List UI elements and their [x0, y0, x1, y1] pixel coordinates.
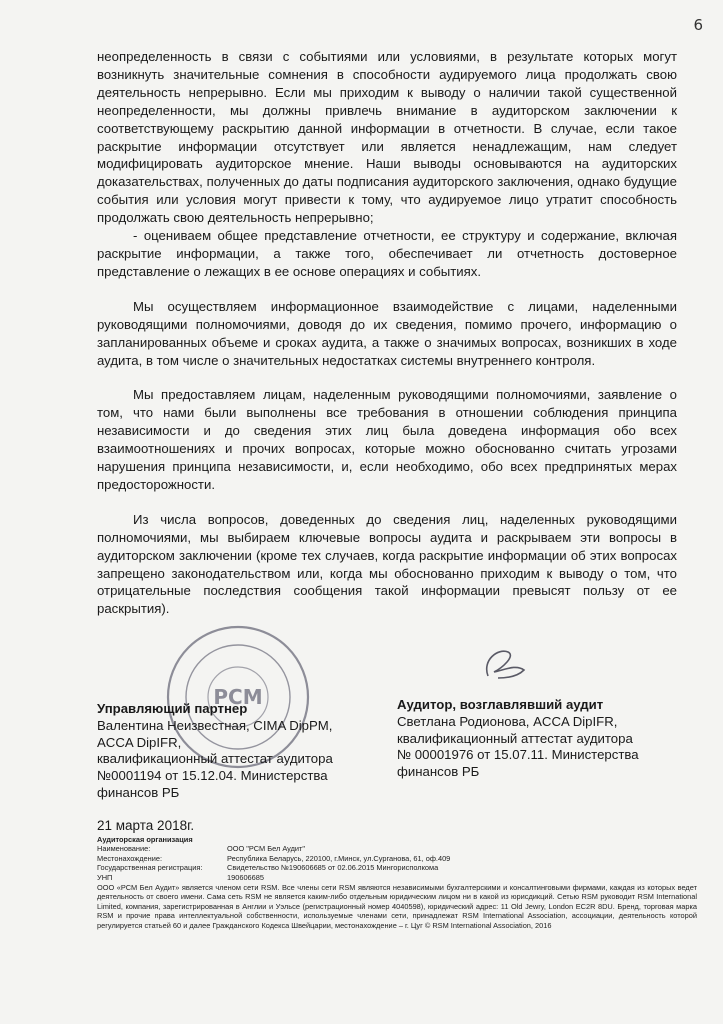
- organization-label: УНП: [97, 872, 113, 882]
- signature-lead-auditor: [397, 697, 677, 781]
- organization-row: [97, 844, 697, 853]
- signature-title: Управляющий партнер: [97, 701, 248, 716]
- signature-line: Валентина Неизвестная, CIMA DipPM,: [97, 717, 333, 733]
- organization-label: Наименование:: [97, 844, 151, 854]
- organization-heading: Аудиторская организация: [97, 835, 193, 844]
- signature-line: квалификационный аттестат аудитора: [397, 730, 633, 746]
- auditor-signature: [468, 638, 538, 688]
- organization-row: [97, 863, 697, 872]
- signature-line: ACCA DipIFR,: [97, 734, 182, 750]
- signature-line: финансов РБ: [397, 764, 480, 780]
- body-text: [97, 48, 677, 618]
- signature-line: №0001194 от 15.12.04. Министерства: [97, 768, 328, 784]
- signature-line: квалификационный аттестат аудитора: [97, 751, 333, 767]
- report-date: 21 марта 2018г.: [97, 818, 195, 833]
- organization-label: Государственная регистрация:: [97, 863, 203, 873]
- signature-line: финансов РБ: [97, 784, 180, 800]
- paragraph-key-audit-matters: Из числа вопросов, доведенных до сведения лиц, наделенных руководящими полномочиями, мы выбираем ключевые вопросы аудита и раскрываем эти вопросы в аудиторском заключении (кроме тех случаев, когда раскрытие информации об этих вопросах запрещено законодательством или, когда мы обоснованно приходим к выводу о том, что отрицательные последствия сообщения такой информации превысят пользу от ее раскрытия).: [97, 511, 677, 617]
- paragraph-communication: Мы осуществляем информационное взаимодействие с лицами, наделенными руководящими полномочиями, доводя до их сведения, помимо прочего, информацию о запланированных объеме и сроках аудита, а также о значимых вопросах, возникших в ходе аудита, в том числе о значительных недостатках системы внутреннего контроля.: [97, 298, 677, 368]
- organization-row: [97, 854, 697, 863]
- paragraph-independence: Мы предоставляем лицам, наделенным руководящими полномочиями, заявление о том, что нами были выполнены все требования в отношении соблюдения принципа независимости и до сведения этих лиц была доведена информация обо всех взаимоотношениях и прочих вопросах, которые можно обоснованно считать угрозами нарушения принципа независимости, и, если необходимо, обо всех предпринятых мерах предосторожности.: [97, 387, 677, 492]
- organization-value: Республика Беларусь, 220100, г.Минск, ул.Сурганова, 61, оф.409: [227, 853, 451, 863]
- organization-label: Местонахождение:: [97, 853, 163, 863]
- paragraph-presentation: - оцениваем общее представление отчетности, ее структуру и содержание, включая раскрытие информации, а также того, обеспечивает ли отчетность достоверное представление о лежащих в ее основе операциях и событиях.: [97, 228, 677, 279]
- organization-value: Свидетельство №190606685 от 02.06.2015 Мингорисполкома: [227, 863, 439, 873]
- organization-row: [97, 873, 697, 882]
- signature-managing-partner: [97, 701, 377, 802]
- signature-line: Светлана Родионова, ACCA DipIFR,: [397, 713, 618, 729]
- paragraph-going-concern: неопределенность в связи с событиями или условиями, в результате которых могут возникнуть значительные сомнения в способности аудируемого лица продолжать свою деятельность непрерывно. Если мы приходим к выводу о наличии такой существенной неопределенности, мы должны привлечь внимание в аудиторском заключении к соответствующему раскрытию данной информации в отчетности. В случае, если такое раскрытие информации отсутствует или является ненадлежащим, нам следует модифицировать аудиторское мнение. Наши выводы основываются на аудиторских доказательствах, полученных до даты подписания аудиторского заключения, однако будущие события или условия могут привести к тому, что аудируемое лицо утратит способность продолжать свою деятельность непрерывно;: [97, 49, 677, 226]
- rsm-network-note: ООО «РСМ Бел Аудит» является членом сети RSM. Все члены сети RSM являются независимыми бухгалтерскими и консалтинговыми фирмами, каждая из которых ведет деятельность от своего имени. Сама сеть RSM не является каким-либо отдельным юридическим лицом ни в какой из юрисдикций. Сетью RSM руководит RSM International Limited, компания, зарегистрированная в Англии и Уэльсе (регистрационный номер 4040598), юридический адрес: 11 Old Jewry, London EC2R 8DU. Бренд, торговая марка RSM и прочие права интеллектуальной собственности, используемые членами сети, принадлежат RSM International Association, ассоциации, деятельность которой регулируется статьей 60 и далее Гражданского Кодекса Швейцарии, местонахождение – г. Цуг © RSM International Association, 2016: [97, 883, 697, 930]
- organization-info: [97, 835, 697, 930]
- signature-line: № 00001976 от 15.07.11. Министерства: [397, 747, 639, 763]
- page-number: 6: [693, 16, 703, 34]
- organization-value: ООО "РСМ Бел Аудит": [227, 844, 306, 854]
- signature-title: Аудитор, возглавлявший аудит: [397, 697, 604, 712]
- organization-value: 190606685: [227, 872, 264, 882]
- stamp-text: РСМ: [213, 685, 263, 709]
